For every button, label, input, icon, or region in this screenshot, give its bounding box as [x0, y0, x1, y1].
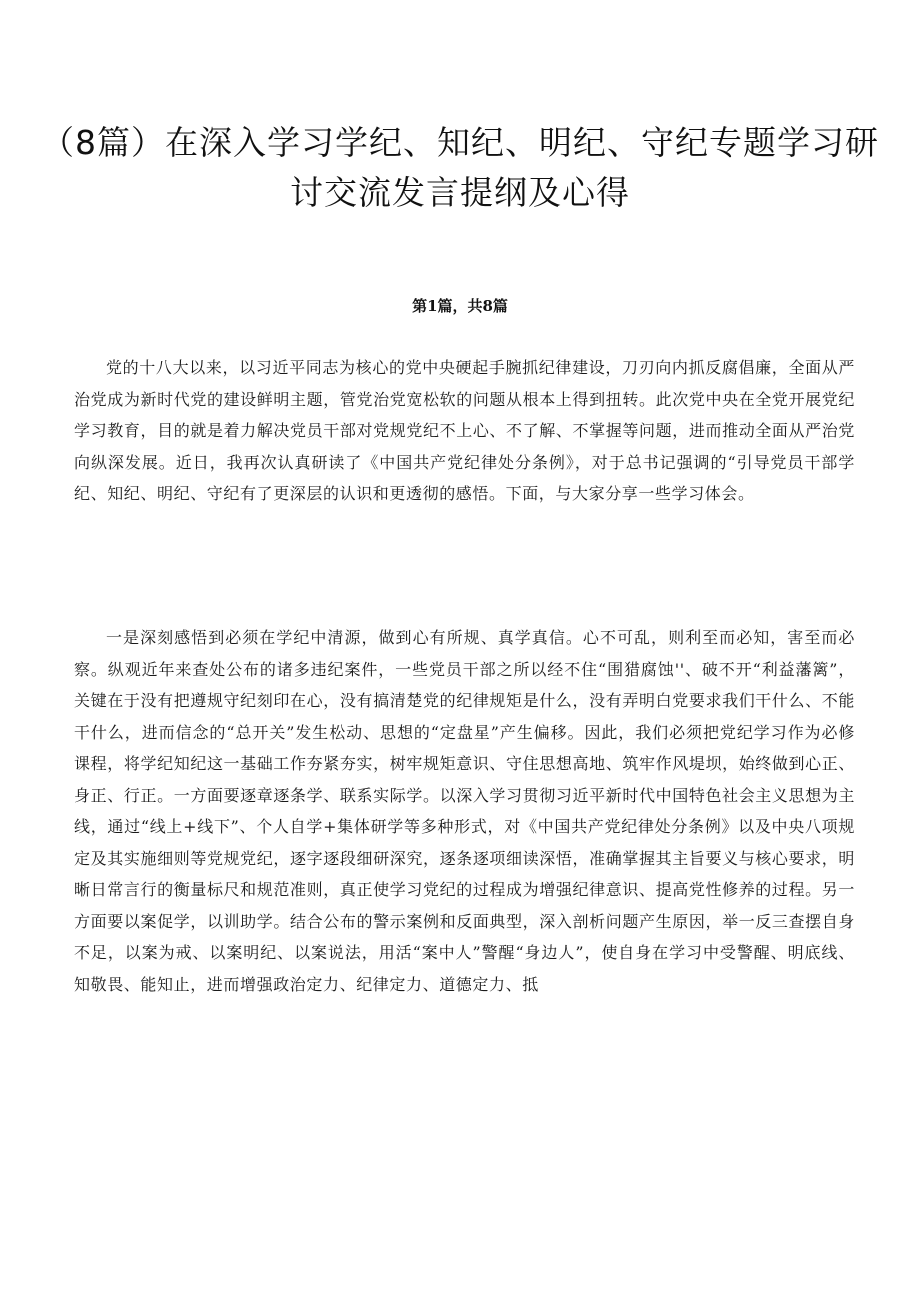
body-paragraph-2: 一是深刻感悟到必须在学纪中清源，做到心有所规、真学真信。心不可乱，则利至而必知，害至而必察。纵观近年来查处公布的诸多违纪案件，一些党员干部之所以经不住“围猎腐蚀''、破不开“利益藩篱”，关键在于没有把遵规守纪刻印在心，没有搞清楚党的纪律规矩是什么，没有弄明白党要求我们干什么、不能干什么，进而信念的“总开关”发生松动、思想的“定盘星”产生偏移。因此，我们必须把党纪学习作为必修课程，将学纪知纪这一基础工作夯紧夯实，树牢规矩意识、守住思想高地、筑牢作风堤坝，始终做到心正、身正、行正。一方面要逐章逐条学、联系实际学。以深入学习贯彻习近平新时代中国特色社会主义思想为主线，通过“线上+线下”、个人自学+集体研学等多种形式，对《中国共产党纪律处分条例》以及中央八项规定及其实施细则等党规党纪，逐字逐段细研深究，逐条逐项细读深悟，准确掌握其主旨要义与核心要求，明晰日常言行的衡量标尺和规范准则，真正使学习党纪的过程成为增强纪律意识、提高党性修养的过程。另一方面要以案促学，以训助学。结合公布的警示案例和反面典型，深入剖析问题产生原因，举一反三查摆自身不足，以案为戒、以案明纪、以案说法，用活“案中人”警醒“身边人”，使自身在学习中受警醒、明底线、知敬畏、能知止，进而增强政治定力、纪律定力、道德定力、抵 — [74, 628, 855, 994]
document-title: （8篇）在深入学习学纪、知纪、明纪、守纪专题学习研讨交流发言提纲及心得 — [41, 123, 879, 212]
body-paragraph-1: 党的十八大以来，以习近平同志为核心的党中央硬起手腕抓纪律建设，刀刃向内抓反腐倡廉，全面从严治党成为新时代党的建设鲜明主题，管党治党宽松软的问题从根本上得到扭转。此次党中央在全党开展党纪学习教育，目的就是着力解决党员干部对党规党纪不上心、不了解、不掌握等问题，进而推动全面从严治党向纵深发展。近日，我再次认真研读了《中国共产党纪律处分条例》，对于总书记强调的“引导党员干部学纪、知纪、明纪、守纪有了更深层的认识和更透彻的感悟。下面，与大家分享一些学习体会。 — [74, 358, 855, 503]
section-subtitle: 第1篇，共8篇 — [412, 297, 508, 315]
